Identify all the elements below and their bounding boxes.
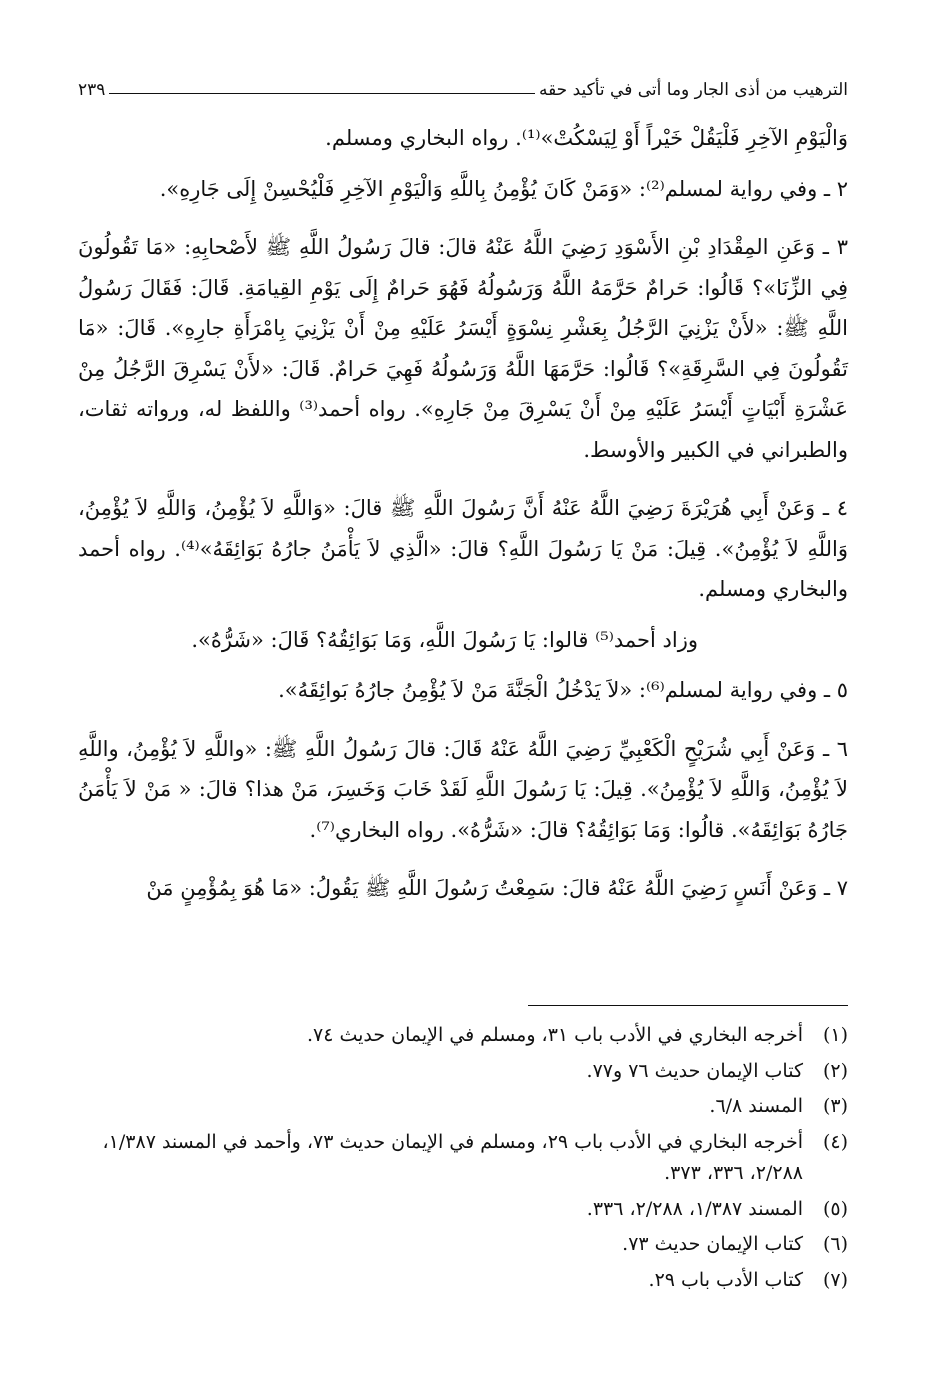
- footnote-text: كتاب الإيمان حديث ٧٦ و٧٧.: [586, 1059, 803, 1082]
- page-number: ٢٣٩: [78, 80, 106, 100]
- footnote-text: المسند ٦/٨.: [709, 1095, 803, 1117]
- footnote-text: أخرجه البخاري في الأدب باب ٣١، ومسلم في الإيمان حديث ٧٤.: [306, 1024, 803, 1046]
- page-header: [78, 68, 848, 102]
- hadith-3: ٣ ـ وَعَنِ المِقْدَادِ بْنِ الأَسْوَدِ رَضِيَ اللَّهُ عَنْهُ قالَ: قالَ رَسُولُ اللَّهِ ﷺ لأَصْحابِهِ: «مَا تَقُولُونَ فِي الزِّنَا»؟ قَالُوا: حَرامٌ حَرَّمَهُ اللَّهُ وَرَسُولُهُ فَهُوَ حَرامٌ إِلَى يَوْمِ القِيامَةِ. قَالَ: فَقَالَ رَسُولُ اللَّهِ ﷺ: «لأَنْ يَزْنِيَ الرَّجُلُ بِعَشْرِ نِسْوَةٍ أَيْسَرُ عَلَيْهِ مِنْ أَنْ يَزْنِيَ بِامْرَأَةِ جارِهِ». قَالَ: «مَا تَقُولُونَ فِي السَّرِقَةِ»؟ قَالُوا: حَرَّمَهَا اللَّهُ وَرَسُولُهُ فَهِيَ حَرامٌ. قَالَ: «لأَنْ يَسْرِقَ الرَّجُلُ مِنْ عَشْرَةِ أَبْيَاتٍ أَيْسَرُ عَلَيْهِ مِنْ أَنْ يَسْرِقَ مِنْ جَارِهِ». رواه أحمد⁽³⁾ واللفظ له، ورواته ثقات، والطبراني في الكبير والأوسط.: [78, 235, 849, 462]
- hadith-5: ٥ ـ وفي رواية لمسلم⁽⁶⁾: «لاَ يَدْخُلُ الْجَنَّةَ مَنْ لاَ يُؤْمِنُ جارُهُ بَوائِقَهُ».: [278, 678, 848, 702]
- footnote-number: (٤): [822, 1130, 848, 1153]
- footnote-item: [78, 1265, 848, 1297]
- footnote-number: (٦): [822, 1233, 848, 1255]
- footnote-item: [78, 1056, 848, 1088]
- footnote-item: [78, 1194, 848, 1226]
- hadith-6: ٦ ـ وَعَنْ أَبِي شُرَيْحٍ الْكَعْبِيِّ رَضِيَ اللَّهُ عَنْهُ قَالَ: قالَ رَسُولُ اللَّهِ ﷺ: «واللَّهِ لاَ يُؤْمِنُ، واللَّهِ لاَ يُؤْمِنُ، وَاللَّهِ لاَ يُؤْمِنُ». قِيلَ: يَا رَسُولَ اللَّهِ لَقَدْ خَابَ وَخَسِرَ، مَنْ هذا؟ قالَ: « مَنْ لاَ يَأْمَنُ جَارُهُ بَوَائِقَهُ». قالُوا: وَمَا بَوَائِقُهُ؟ قالَ: «شَرُّهُ». رواه البخاري⁽⁷⁾.: [78, 736, 848, 842]
- footnote-item: [78, 1127, 848, 1190]
- paragraph-continuation: وَالْيَوْمِ الآخِرِ فَلْيَقُلْ خَيْراً أَوْ لِيَسْكُتْ»⁽¹⁾. رواه البخاري ومسلم.: [325, 126, 848, 150]
- header-rule: [109, 93, 535, 94]
- footnote-separator: [528, 1005, 848, 1006]
- footnote-number: (١): [822, 1024, 848, 1046]
- footnote-item: [78, 1229, 848, 1261]
- footnote-number: (٢): [822, 1059, 848, 1082]
- hadith-2: ٢ ـ وفي رواية لمسلم⁽²⁾: «وَمَنْ كَانَ يُؤْمِنُ بِاللَّهِ وَالْيَوْمِ الآخِرِ فَلْيُحْسِنْ إِلَى جَارِهِ».: [159, 176, 848, 201]
- footnote-number: (٥): [822, 1197, 848, 1220]
- hadith-7: ٧ ـ وَعَنْ أَنَسٍ رَضِيَ اللَّهُ عَنْهُ قالَ: سَمِعْتُ رَسُولَ اللَّهِ ﷺ يَقُولُ: «مَا هُوَ بِمُؤْمِنٍ مَنْ: [146, 876, 848, 900]
- body-text: [78, 118, 848, 927]
- footnote-text: أخرجه البخاري في الأدب باب ٢٩، ومسلم في الإيمان حديث ٧٣، وأحمد في المسند ١/٣٨٧، ٢/٢٨٨، ٣٣٦، ٣٧٣.: [102, 1130, 803, 1184]
- footnotes: [78, 1020, 848, 1300]
- footnote-number: (٣): [822, 1095, 848, 1117]
- footnote-text: المسند ١/٣٨٧، ٢/٢٨٨، ٣٣٦.: [586, 1197, 803, 1220]
- footnote-text: كتاب الأدب باب ٢٩.: [648, 1268, 803, 1291]
- running-title: الترهيب من أذى الجار وما أتى في تأكيد حقه: [538, 80, 848, 100]
- footnote-item: [78, 1091, 848, 1123]
- footnote-item: [78, 1020, 848, 1052]
- hadith-4: ٤ ـ وَعَنْ أَبِي هُرَيْرَةَ رَضِيَ اللَّهُ عَنْهُ أَنَّ رَسُولَ اللَّهِ ﷺ قالَ: «وَاللَّهِ لاَ يُؤْمِنُ، وَاللَّهِ لاَ يُؤْمِنُ، وَاللَّهِ لاَ يُؤْمِنُ». قِيلَ: مَنْ يَا رَسُولَ اللَّهِ؟ قالَ: «الَّذِي لاَ يَأْمَنُ جارُهُ بَوَائِقَهُ»⁽⁴⁾. رواه أحمد والبخاري ومسلم.: [78, 496, 848, 601]
- hadith-4-addition: وزاد أحمد⁽⁵⁾ قالوا: يَا رَسُولَ اللَّهِ، وَمَا بَوَائِقُهُ؟ قَالَ: «شَرُّهُ».: [191, 627, 698, 652]
- footnote-text: كتاب الإيمان حديث ٧٣.: [622, 1233, 803, 1255]
- footnote-number: (٧): [822, 1268, 848, 1291]
